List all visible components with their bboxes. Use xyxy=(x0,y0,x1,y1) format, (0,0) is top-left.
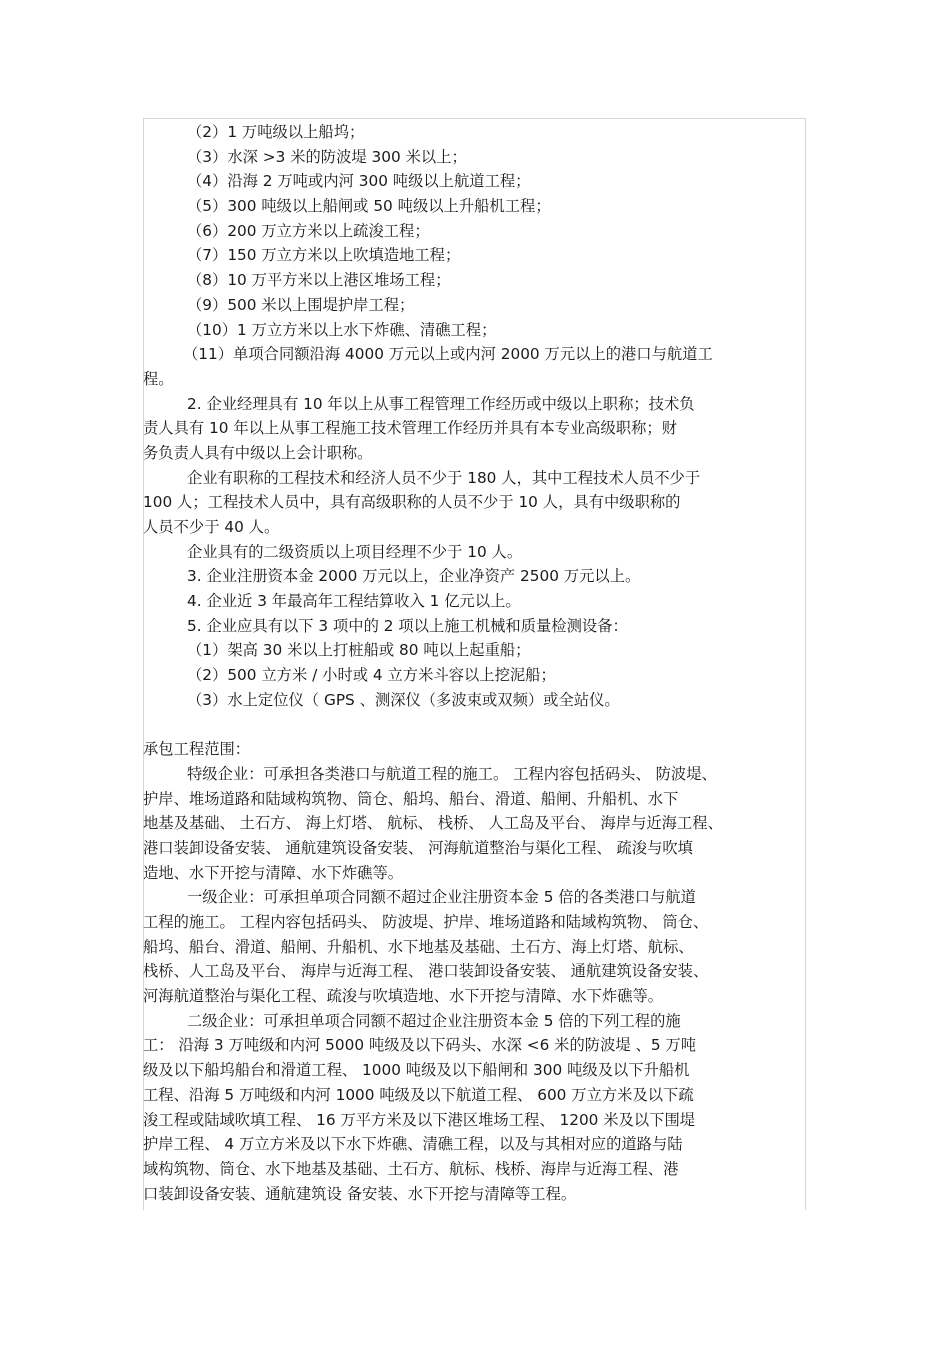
text-line: 程。 xyxy=(143,369,174,388)
text-line: 3. 企业注册资本金 2000 万元以上，企业净资产 2500 万元以上。 xyxy=(187,567,641,586)
text-line: 工程的施工。 工程内容包括码头、 防波堤、护岸、堆场道路和陆域构筑物、 筒仓、 xyxy=(143,913,709,931)
text-line: 工： 沿海 3 万吨级和内河 5000 吨级及以下码头、水深 <6 米的防波堤 、5 万吨 xyxy=(143,1036,697,1055)
text-line: 特级企业：可承担各类港口与航道工程的施工。 工程内容包括码头、 防波堤、 xyxy=(187,764,717,783)
text-line: （1）架高 30 米以上打桩船或 80 吨以上起重船； xyxy=(187,641,531,660)
text-line: （3）水上定位仪（ GPS 、测深仪（多波束或双频）或全站仪。 xyxy=(187,690,620,709)
text-line: （8）10 万平方米以上港区堆场工程； xyxy=(187,271,451,290)
text-line: 地基及基础、 土石方、 海上灯塔、 航标、 栈桥、 人工岛及平台、 海岸与近海工程、 xyxy=(143,814,723,833)
text-line: 5. 企业应具有以下 3 项中的 2 项以上施工机械和质量检测设备： xyxy=(187,616,628,635)
text-line: （7）150 万立方米以上吹填造地工程； xyxy=(187,246,461,265)
text-line: 二级企业：可承担单项合同额不超过企业注册资本金 5 倍的下列工程的施 xyxy=(187,1011,681,1030)
text-line: 浚工程或陆域吹填工程、 16 万平方米及以下港区堆场工程、 1200 米及以下围堤 xyxy=(143,1110,696,1129)
text-line: （10）1 万立方米以上水下炸礁、清礁工程； xyxy=(187,320,497,339)
text-line: 港口装卸设备安装、 通航建筑设备安装、 河海航道整治与渠化工程、 疏浚与吹填 xyxy=(143,838,693,857)
text-line: 一级企业：可承担单项合同额不超过企业注册资本金 5 倍的各类港口与航道 xyxy=(187,888,696,907)
text-line: 人员不少于 40 人。 xyxy=(143,518,280,536)
text-line: （3）水深 >3 米的防波堤 300 米以上； xyxy=(187,147,467,166)
text-line: 承包工程范围： xyxy=(143,740,251,759)
text-line: 河海航道整治与渠化工程、疏浚与吹填造地、水下开挖与清障、水下炸礁等。 xyxy=(143,987,664,1006)
document-body xyxy=(143,120,807,1206)
text-line: （11）单项合同额沿海 4000 万元以上或内河 2000 万元以上的港口与航道工 xyxy=(183,345,713,364)
text-line: （4）沿海 2 万吨或内河 300 吨级以上航道工程； xyxy=(187,172,531,191)
text-line: 企业具有的二级资质以上项目经理不少于 10 人。 xyxy=(187,542,523,561)
text-line: 100 人；工程技术人员中，具有高级职称的人员不少于 10 人，具有中级职称的 xyxy=(143,493,681,512)
text-line: 栈桥、人工岛及平台、 海岸与近海工程、 港口装卸设备安装、 通航建筑设备安装、 xyxy=(143,962,709,981)
text-line: 护岸工程、 4 万立方米及以下水下炸礁、清礁工程，以及与其相对应的道路与陆 xyxy=(143,1135,683,1154)
text-line: 务负责人具有中级以上会计职称。 xyxy=(143,443,373,462)
text-line: 口装卸设备安装、通航建筑设 备安装、水下开挖与清障等工程。 xyxy=(143,1184,577,1203)
text-line: 4. 企业近 3 年最高年工程结算收入 1 亿元以上。 xyxy=(187,592,521,611)
text-line: 责人具有 10 年以上从事工程施工技术管理工作经历并具有本专业高级职称；财 xyxy=(143,419,677,438)
blank-line xyxy=(143,713,807,738)
text-line: （6）200 万立方米以上疏浚工程； xyxy=(187,221,430,240)
text-line: （5）300 吨级以上船闸或 50 吨级以上升船机工程； xyxy=(187,197,551,216)
text-line: 企业有职称的工程技术和经济人员不少于 180 人，其中工程技术人员不少于 xyxy=(187,468,701,487)
text-line: （2）500 立方米 / 小时或 4 立方米斗容以上挖泥船； xyxy=(187,666,556,685)
text-line: （2）1 万吨级以上船坞； xyxy=(187,123,365,141)
text-line: 造地、水下开挖与清障、水下炸礁等。 xyxy=(143,863,404,882)
text-line: 2. 企业经理具有 10 年以上从事工程管理工作经历或中级以上职称；技术负 xyxy=(187,394,695,413)
text-line: 级及以下船坞船台和滑道工程、 1000 吨级及以下船闸和 300 吨级及以下升船机 xyxy=(143,1061,690,1080)
text-line: 船坞、船台、滑道、船闸、升船机、水下地基及基础、土石方、海上灯塔、航标、 xyxy=(143,937,694,956)
text-line: 工程、沿海 5 万吨级和内河 1000 吨级及以下航道工程、 600 万立方米及以下疏 xyxy=(143,1085,694,1104)
text-line: （9）500 米以上围堤护岸工程； xyxy=(187,295,415,314)
text-line: 护岸、堆场道路和陆域构筑物、筒仓、船坞、船台、滑道、船闸、升船机、水下 xyxy=(143,789,679,808)
text-line: 域构筑物、筒仓、水下地基及基础、土石方、航标、栈桥、海岸与近海工程、港 xyxy=(143,1159,679,1178)
